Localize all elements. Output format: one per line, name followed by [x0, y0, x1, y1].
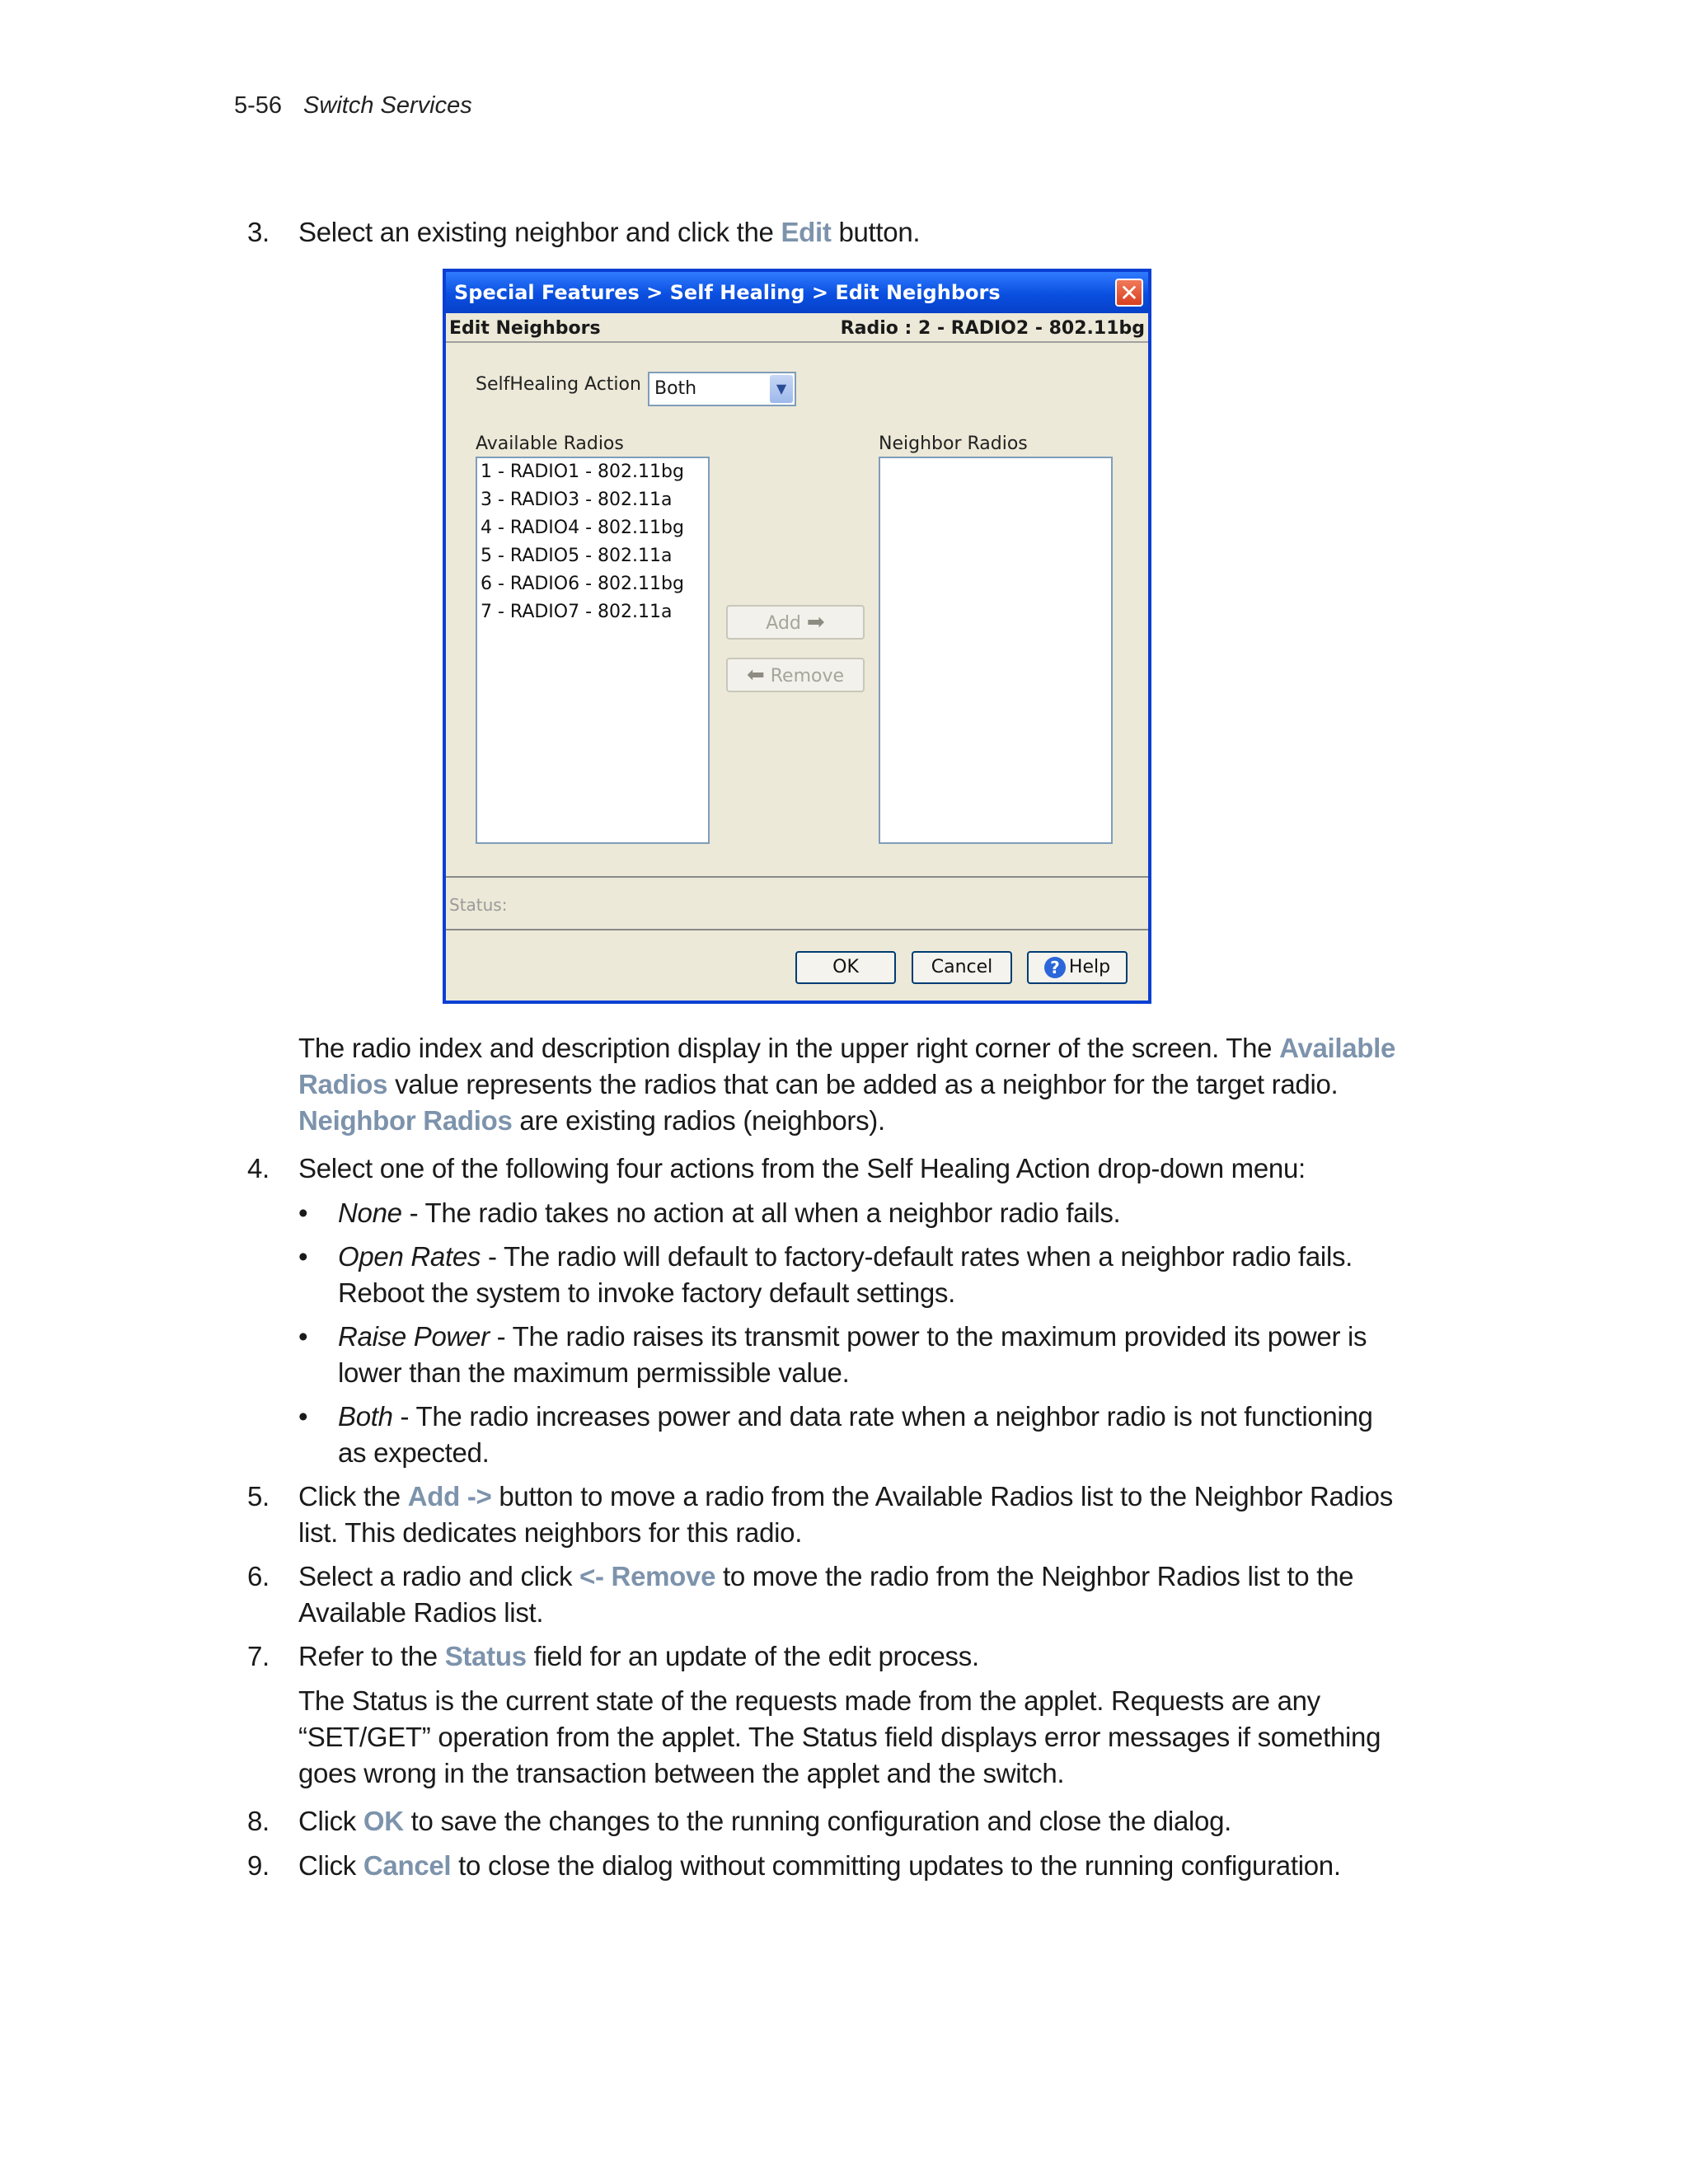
step-text: Click: [298, 1850, 363, 1881]
available-radios-keyword: Available Radios: [298, 1033, 1396, 1099]
cancel-button[interactable]: Cancel: [912, 951, 1012, 984]
list-item[interactable]: 6 - RADIO6 - 802.11bg: [481, 574, 684, 594]
bullet-text: - The radio raises its transmit power to the maximum provided its power is lower than the maximum permissible value.: [338, 1321, 1367, 1388]
section-title: Switch Services: [303, 92, 472, 119]
page-header: [234, 92, 472, 120]
step-text: Select a radio and click: [298, 1561, 580, 1591]
step-text: Refer to the: [298, 1641, 445, 1671]
description-text: value represents the radios that can be added as a neighbor for the target radio.: [387, 1069, 1339, 1099]
step-5: [247, 1479, 1401, 1551]
description-text: The radio index and description display in the upper right corner of the screen. The: [298, 1033, 1280, 1063]
page-number: 5-56: [234, 92, 283, 119]
bullet-text: - The radio takes no action at all when a neighbor radio fails.: [401, 1197, 1121, 1228]
step-7: [247, 1638, 1401, 1675]
neighbor-radios-label: Neighbor Radios: [879, 434, 1028, 454]
step-text: Select one of the following four actions from the Self Healing Action drop-down menu:: [298, 1153, 1306, 1183]
step-number: 3.: [247, 217, 270, 247]
bullet-raise-power: [298, 1319, 1403, 1391]
step-text: Click the: [298, 1481, 408, 1511]
step-number: 8.: [247, 1806, 270, 1836]
available-radios-list[interactable]: [476, 457, 710, 844]
step-3: [247, 214, 1401, 251]
arrow-left-icon: ⬅: [746, 663, 765, 687]
step-text: button to move a radio from the Available Radios list to the Neighbor Radios list. This dedicates neighbors for this radio.: [298, 1481, 1393, 1548]
remove-keyword: <- Remove: [579, 1561, 716, 1591]
dialog-titlebar[interactable]: [446, 272, 1148, 313]
list-item[interactable]: 7 - RADIO7 - 802.11a: [481, 602, 673, 622]
radio-index-label: Radio : 2 - RADIO2 - 802.11bg: [840, 318, 1145, 339]
bullet-term: Raise Power: [338, 1321, 490, 1352]
list-item[interactable]: 5 - RADIO5 - 802.11a: [481, 546, 673, 566]
add-button[interactable]: [726, 605, 865, 640]
neighbor-radios-keyword: Neighbor Radios: [298, 1105, 513, 1136]
ok-button[interactable]: OK: [795, 951, 896, 984]
step-text: to save the changes to the running configuration and close the dialog.: [403, 1806, 1232, 1836]
status-divider-bottom: [446, 929, 1148, 930]
bullet-term: None: [338, 1197, 402, 1228]
step-text: button.: [831, 217, 921, 247]
edit-neighbors-dialog: [443, 269, 1151, 1004]
list-item[interactable]: 4 - RADIO4 - 802.11bg: [481, 518, 684, 538]
step-text: to move the radio from the Neighbor Radios list to the Available Radios list.: [298, 1561, 1354, 1628]
step-6: [247, 1558, 1401, 1631]
dialog-title: Special Features > Self Healing > Edit Neighbors: [454, 281, 1001, 304]
status-divider-top: [446, 876, 1148, 878]
dialog-subtitle-bar: [446, 316, 1148, 343]
ok-keyword: OK: [363, 1806, 404, 1836]
help-icon: ?: [1044, 957, 1066, 978]
selfhealing-action-value: Both: [654, 378, 697, 399]
step-9: [247, 1848, 1401, 1884]
status-label: Status:: [449, 895, 508, 915]
step-4: [247, 1151, 1401, 1187]
neighbor-radios-list[interactable]: [879, 457, 1113, 844]
bullet-open-rates: [298, 1239, 1403, 1311]
remove-button[interactable]: [726, 658, 865, 692]
step-number: 6.: [247, 1561, 270, 1591]
available-radios-label: Available Radios: [476, 434, 624, 454]
close-icon[interactable]: ✕: [1115, 279, 1143, 307]
step-number: 9.: [247, 1850, 270, 1881]
step-text: to close the dialog without committing updates to the running configuration.: [451, 1850, 1341, 1881]
step-number: 4.: [247, 1153, 270, 1183]
cancel-keyword: Cancel: [363, 1850, 452, 1881]
add-keyword: Add ->: [407, 1481, 492, 1511]
bullet-dot: •: [298, 1197, 308, 1228]
bullet-none: [298, 1195, 1403, 1231]
bullet-both: [298, 1399, 1403, 1471]
step-text: Select an existing neighbor and click the: [298, 217, 781, 247]
help-button[interactable]: [1027, 951, 1128, 984]
description-text: are existing radios (neighbors).: [512, 1105, 885, 1136]
bullet-dot: •: [298, 1321, 308, 1352]
add-button-label: Add: [766, 613, 801, 634]
dialog-subtitle: Edit Neighbors: [449, 318, 601, 339]
selfhealing-action-label: SelfHealing Action: [476, 374, 641, 395]
edit-keyword: Edit: [781, 217, 832, 247]
step-8: [247, 1803, 1401, 1840]
status-paragraph: The Status is the current state of the requests made from the applet. Requests are any “SET/GET” operation from the applet. The Status field displays error messages if something goes wrong in the transaction between the applet and the switch.: [298, 1685, 1381, 1788]
list-item[interactable]: 3 - RADIO3 - 802.11a: [481, 490, 673, 510]
bullet-dot: •: [298, 1401, 308, 1432]
help-button-label: Help: [1068, 957, 1111, 977]
step-number: 5.: [247, 1481, 270, 1511]
description-paragraph: [298, 1030, 1403, 1139]
status-keyword: Status: [444, 1641, 527, 1671]
selfhealing-action-select[interactable]: [648, 372, 796, 406]
bullet-term: Open Rates: [338, 1241, 481, 1272]
bullet-text: - The radio will default to factory-default rates when a neighbor radio fails. Reboot the system to invoke factory default settings.: [338, 1241, 1353, 1308]
remove-button-label: Remove: [770, 666, 845, 687]
arrow-right-icon: ➡: [806, 610, 825, 635]
chevron-down-icon[interactable]: ▼: [770, 375, 793, 403]
bullet-term: Both: [338, 1401, 393, 1432]
step-number: 7.: [247, 1641, 270, 1671]
bullet-dot: •: [298, 1241, 308, 1272]
bullet-text: - The radio increases power and data rate when a neighbor radio is not functioning as expected.: [338, 1401, 1373, 1468]
step-text: field for an update of the edit process.: [526, 1641, 979, 1671]
step-text: Click: [298, 1806, 363, 1836]
list-item[interactable]: 1 - RADIO1 - 802.11bg: [481, 462, 684, 482]
